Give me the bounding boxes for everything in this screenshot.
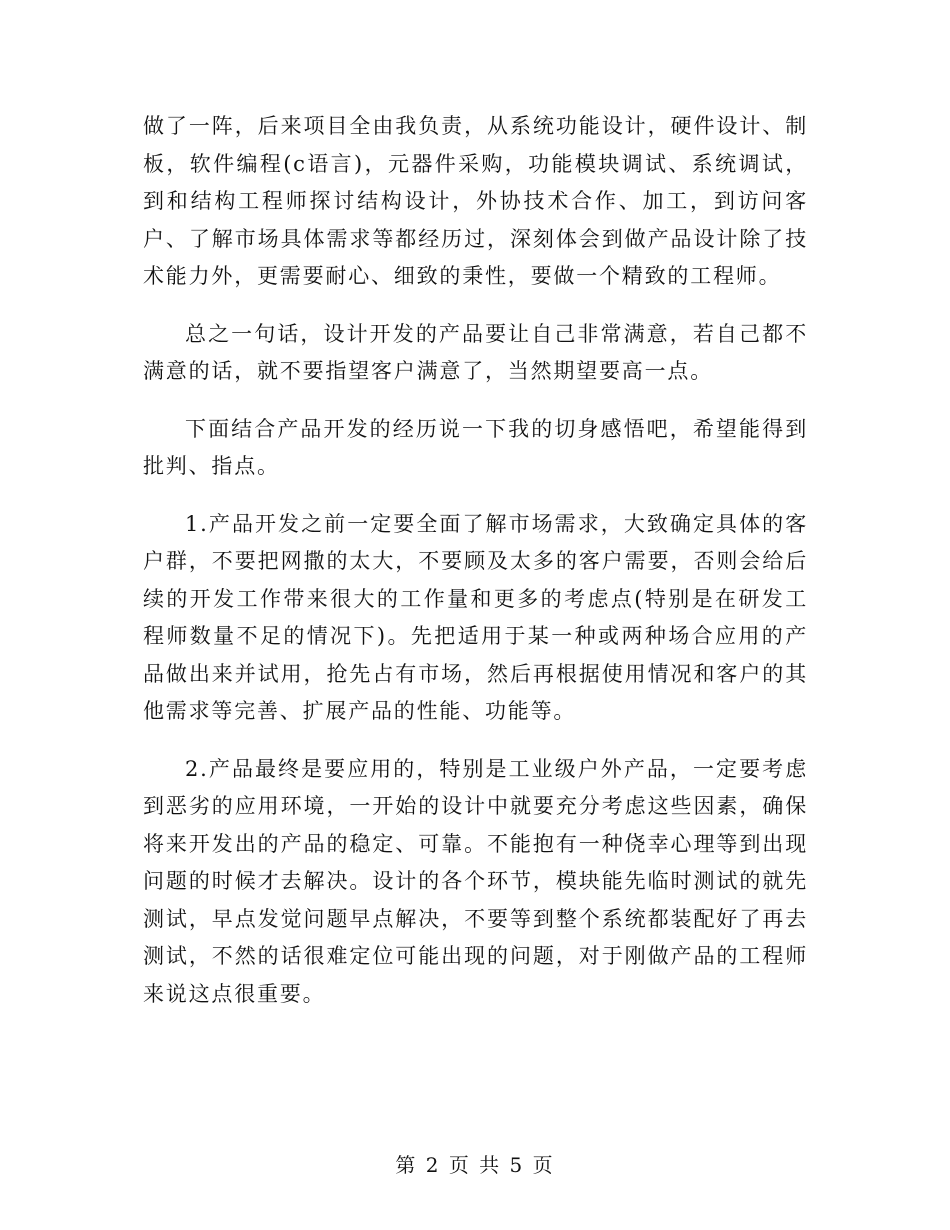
paragraph-2: 总之一句话，设计开发的产品要让自己非常满意，若自己都不满意的话，就不要指望客户满意了，当然期望要高一点。	[143, 321, 808, 383]
paragraph-4: 1.产品开发之前一定要全面了解市场需求，大致确定具体的客户群，不要把网撒的太大，不要顾及太多的客户需要，否则会给后续的开发工作带来很大的工作量和更多的考虑点(特别是在研发工程师数量不足的情况下)。先把适用于某一种或两种场合应用的产品做出来并试用，抢先占有市场，然后再根据使用情况和客户的其他需求等完善、扩展产品的性能、功能等。	[143, 511, 808, 723]
paragraph-1: 做了一阵，后来项目全由我负责，从系统功能设计，硬件设计、制板，软件编程(c语言)，元器件采购，功能模块调试、系统调试，到和结构工程师探讨结构设计，外协技术合作、加工，到访问客户、了解市场具体需求等都经历过，深刻体会到做产品设计除了技术能力外，更需要耐心、细致的秉性，要做一个精致的工程师。	[143, 114, 808, 288]
paragraph-5: 2.产品最终是要应用的，特别是工业级户外产品，一定要考虑到恶劣的应用环境，一开始的设计中就要充分考虑这些因素，确保将来开发出的产品的稳定、可靠。不能抱有一种侥幸心理等到出现问题的时候才去解决。设计的各个环节，模块能先临时测试的就先测试，早点发觉问题早点解决，不要等到整个系统都装配好了再去测试，不然的话很难定位可能出现的问题，对于刚做产品的工程师来说这点很重要。	[143, 756, 808, 1006]
paragraph-3: 下面结合产品开发的经历说一下我的切身感悟吧，希望能得到批判、指点。	[143, 416, 808, 478]
page-body	[143, 108, 808, 1013]
page-number-footer: 第 2 页 共 5 页	[395, 1153, 555, 1177]
